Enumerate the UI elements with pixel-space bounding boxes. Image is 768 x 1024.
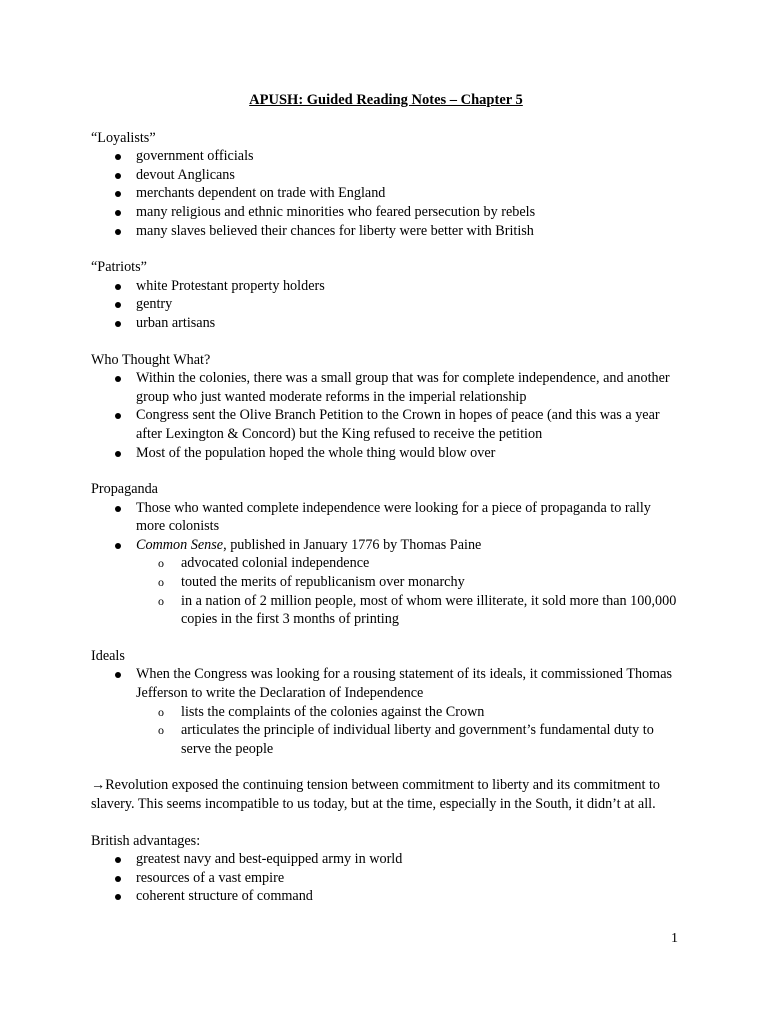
book-title: Common Sense	[136, 536, 224, 553]
bullet-icon	[115, 543, 121, 549]
section-loyalists	[91, 129, 681, 241]
list-item: white Protestant property holders	[91, 277, 681, 296]
bullet-icon	[115, 894, 121, 900]
revolution-paragraph: →Revolution exposed the continuing tension between commitment to liberty and its commitment to slavery. This seems incompatible to us today, but at the time, especially in the South, it didn’t at all.	[91, 777, 660, 812]
circle-bullet-icon: o	[158, 556, 164, 571]
list-item: Most of the population hoped the whole thing would blow over	[91, 444, 681, 463]
sub-list-item: o touted the merits of republicanism over monarchy	[158, 574, 465, 591]
list-item: merchants dependent on trade with England	[91, 184, 681, 203]
bullet-icon	[115, 210, 121, 216]
list-item: devout Anglicans	[91, 166, 681, 185]
sub-list-item: o lists the complaints of the colonies against the Crown	[158, 703, 485, 720]
bullet-list	[91, 850, 681, 906]
sub-bullet-list	[136, 703, 681, 759]
page-number: 1	[671, 931, 678, 946]
list-item: Those who wanted complete independence were looking for a piece of propaganda to rally more colonists	[91, 499, 681, 536]
document-page	[91, 91, 681, 924]
section-heading: “Loyalists”	[91, 129, 156, 146]
list-item: gentry	[91, 295, 681, 314]
bullet-icon	[115, 321, 121, 327]
bullet-icon	[115, 857, 121, 863]
section-heading: British advantages:	[91, 832, 201, 849]
circle-bullet-icon: o	[158, 723, 164, 738]
circle-bullet-icon: o	[158, 593, 164, 608]
section-british-advantages	[91, 832, 681, 906]
bullet-icon	[115, 672, 121, 678]
list-item: resources of a vast empire	[91, 869, 681, 888]
sub-list-item: o advocated colonial independence	[158, 555, 370, 572]
bullet-icon	[115, 876, 121, 882]
section-heading: “Patriots”	[91, 259, 147, 276]
circle-bullet-icon: o	[158, 575, 164, 590]
bullet-icon	[115, 154, 121, 160]
bullet-icon	[115, 284, 121, 290]
list-item: coherent structure of command	[91, 887, 681, 906]
section-heading: Who Thought What?	[91, 351, 211, 368]
bullet-icon	[115, 191, 121, 197]
section-propaganda	[91, 480, 681, 629]
list-item: Within the colonies, there was a small group that was for complete independence, and another group who just wanted moderate reforms in the imperial relationship	[91, 369, 681, 406]
bullet-icon	[115, 376, 121, 382]
bullet-list	[91, 665, 681, 758]
list-item: Congress sent the Olive Branch Petition to the Crown in hopes of peace (and this was a year after Lexington & Concord) but the King refused to receive the petition	[91, 406, 681, 443]
circle-bullet-icon: o	[158, 704, 164, 719]
list-item: many slaves believed their chances for liberty were better with British	[91, 222, 681, 241]
list-item: Common Sense, published in January 1776 by Thomas Paine o advocated colonial independence o touted the merits of republicanism over monarchy o in a nation of 2 million people, most of whom were illiterate, it sold more than 100,000 copies in the first 3 months of printing	[91, 536, 681, 629]
sub-list-item: o in a nation of 2 million people, most of whom were illiterate, it sold more than 100,000 copies in the first 3 months of printing	[158, 592, 677, 628]
page-title: APUSH: Guided Reading Notes – Chapter 5	[249, 92, 523, 108]
bullet-list	[91, 369, 681, 462]
section-patriots	[91, 258, 681, 332]
section-heading: Propaganda	[91, 481, 158, 498]
list-item: government officials	[91, 147, 681, 166]
bullet-icon	[115, 302, 121, 308]
section-heading: Ideals	[91, 647, 125, 664]
list-item: When the Congress was looking for a rousing statement of its ideals, it commissioned Thomas Jefferson to write the Declaration of Independence o lists the complaints of the colonies against the Crown o articulates the principle of individual liberty and government’s fundamental duty to serve the people	[91, 665, 681, 758]
bullet-icon	[115, 451, 121, 457]
bullet-list	[91, 499, 681, 629]
list-item: greatest navy and best-equipped army in world	[91, 850, 681, 869]
sub-bullet-list	[136, 554, 681, 628]
bullet-icon	[115, 229, 121, 235]
bullet-list	[91, 147, 681, 240]
list-item: urban artisans	[91, 314, 681, 333]
section-who-thought-what	[91, 351, 681, 463]
section-ideals	[91, 647, 681, 759]
bullet-list	[91, 277, 681, 333]
sub-list-item: o articulates the principle of individual liberty and government’s fundamental duty to serve the people	[158, 722, 654, 757]
bullet-icon	[115, 173, 121, 179]
bullet-icon	[115, 413, 121, 419]
list-item: many religious and ethnic minorities who feared persecution by rebels	[91, 203, 681, 222]
bullet-icon	[115, 506, 121, 512]
